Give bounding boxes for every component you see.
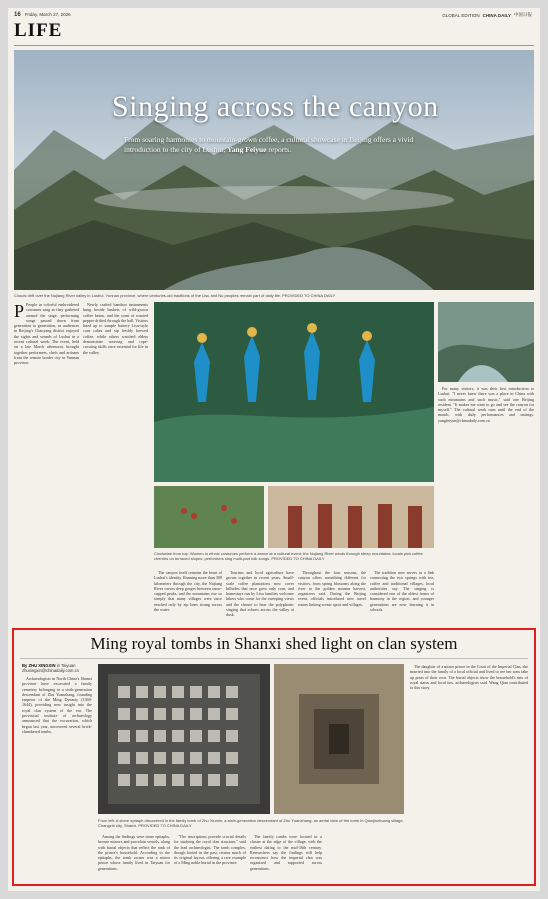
tombs-column-4: The family tombs were located in a cluster at the edge of the village, with the earliest dating to the mid-16th century. Researchers say the findings will help reconstruct how the imperial clan was organized and supported across generations. [250, 834, 322, 871]
tombs-divider [20, 658, 528, 659]
feature-column-1: P People in colorful embroidered costumes sang as they gathered around the stage, performing songs passed down from generation to generation, as audiences in Beijing's Chaoyang district enjoyed the sights and sounds of Lushui in a recent cultural week. The event, held on a late March afternoon, brought together performers, chefs and artisans from the remote border city in Yunnan province. [14, 302, 79, 366]
feature-title: Singing across the canyon [112, 90, 439, 123]
section-divider [14, 45, 534, 46]
tombs-column-3: "The inscriptions provide crucial details for studying the royal clan structure," said the lead archaeologist. The tomb complex, though looted in the past, retains much of its original layout, offering a rare example of a Ming noble burial in the province. [174, 834, 246, 866]
byline: By ZHU XINGXIN in Taiyuan zhuxingxin@chinadaily.com.cn [22, 663, 80, 673]
drop-cap: P [14, 302, 25, 321]
canyon-landscape [14, 50, 534, 290]
singers-photo [268, 486, 434, 548]
epitaph-photo [98, 664, 270, 814]
tombs-headline: Ming royal tombs in Shanxi shed light on clan system [90, 634, 458, 653]
tomb-aerial-photo [274, 664, 404, 814]
tombs-photo-caption: From left: A stone epitaph discovered in the family tomb of Zhu Xiumin, a sixth-generation descendant of Zhu Yuanzhang; an aerial view of the tomb in Qianjinzhuang village, Changzhi city, Shanxi. PROVIDED TO CHINA DAILY [98, 818, 404, 828]
feature-author: Yang Feiyue [227, 145, 267, 154]
paper-name-cn: 中国日报 [514, 12, 532, 17]
section-title: LIFE [14, 20, 63, 41]
hero-caption: Clouds drift over the Nujiang River valley in Lushui, Yunnan province, where centuries-old traditions of the Lisu and Nu peoples remain part of daily life. PROVIDED TO CHINA DAILY [14, 293, 336, 298]
byline-name: By ZHU XINGXIN [22, 663, 56, 668]
dance-illustration [154, 302, 434, 482]
feature-column-6: The tradition now serves as a link connecting the two springs with tea, coffee and traditional villages, local authorities say. The singing is considered one of the oldest forms of harmony in the region, and younger generations are now learning it in schools. [370, 570, 434, 613]
feature-column-5: Throughout the four seasons, the canyon offers something different for visitors, from spring blossoms along the river to the golden autumn harvest, organizers said. During the Beijing event, officials introduced new travel routes linking scenic spots and villages. [298, 570, 366, 607]
photo-caption: Clockwise from top: Women in ethnic costumes perform a dance at a cultural event; the Nujiang River winds through steep mountains; locals pick coffee cherries on terraced slopes; performers sing multi-part folk songs. PROVIDED TO CHINA DAILY [154, 551, 423, 561]
river-photo [438, 302, 534, 382]
byline-email: zhuxingxin@chinadaily.com.cn [22, 668, 80, 673]
tombs-story [12, 628, 536, 886]
tombs-column-5: The daughter of a minor prince in the Court of the Imperial Clan, she married into the family of a local official and lived to see her sons take up posts of their own. The burial objects show the household's mix of royal status and local ties, archaeologists said. Wang Qian contributed to this story. [410, 664, 528, 691]
feature-column-4: Tourism and local agriculture have grown together in recent years. Small-scale coffee plantations now cover hillsides that once grew only corn, and homestays run by Lisu families welcome hikers who come for the sweeping views and the chance to hear the polyphonic singing that echoes across the valley at dusk. [226, 570, 294, 618]
tombs-column-2: Among the findings were stone epitaphs, bronze mirrors and porcelain vessels, along with burial objects that reflect the rank of the prince's household. According to the epitaphs, the tomb owner was a minor prince whose family lived in Taiyuan for generations. [98, 834, 170, 871]
feature-side-column: For many visitors, it was their first introduction to Lushui. "I never knew there was a place in China with such mountains and such music," said one Beijing resident. "It makes me want to go and see the canyon for myself." The cultural week runs until the end of the month, with daily performances and tastings. yangfeiyue@chinadaily.com.cn [438, 386, 534, 423]
paper-name: CHINA DAILY [482, 12, 511, 18]
dance-photo [154, 302, 434, 482]
feature-column-3: The canyon itself remains the heart of Lushui's identity. Running more than 300 kilometers through the city, the Nujiang River carves deep gorges between snow-capped peaks, and the mountains rise so steeply that many villages were once reached only by zip lines strung across the water. [154, 570, 222, 613]
feature-subtitle: From soaring harmonies to mountain-grown coffee, a cultural showcase in Beijing offers a vivid introduction to the city of Lushui, Yang Feiyue reports. [124, 135, 414, 154]
masthead [8, 8, 540, 20]
issue-date: Friday, March 27, 2026 [24, 12, 71, 17]
hero-photo [14, 50, 534, 290]
feature-column-2: Newly crafted bamboo instruments hung beside baskets of wild-grown coffee beans, and the scent of roasted pepper drifted through the hall. Visitors lined up to sample buttery Lisu-style corn cakes and sip freshly brewed coffee, while others watched elders demonstrate weaving and rope-crossing skills once essential for life in the valley. [83, 302, 148, 355]
tombs-column-1: Archaeologists in North China's Shanxi province have excavated a family cemetery belonging to a sixth-generation descendant of Zhu Yuanzhang, founding emperor of the Ming Dynasty (1368-1644), providing new insight into the royal clan system of the era. The provincial institute of archaeology announced that the excavation, which began last year, uncovered several brick-chambered tombs. [22, 676, 92, 734]
page-number: 16 [14, 12, 21, 18]
newspaper-page [8, 8, 540, 891]
edition-label: GLOBAL EDITION [442, 12, 480, 18]
coffee-photo [154, 486, 264, 548]
